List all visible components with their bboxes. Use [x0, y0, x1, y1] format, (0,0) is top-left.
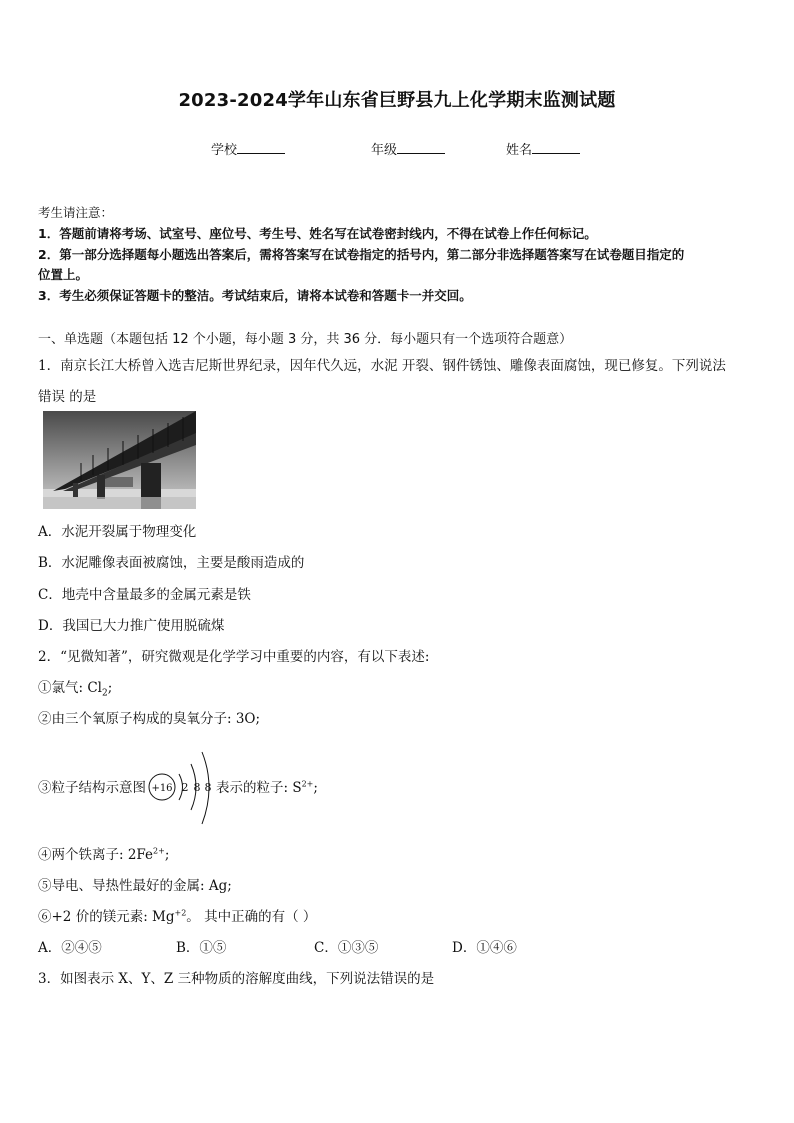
name-blank: [532, 141, 580, 154]
school-field: [211, 139, 285, 158]
q2-stem: 2．“见微知著”，研究微观是化学学习中重要的内容，有以下表述:: [38, 649, 430, 665]
section-heading: 一、单选题（本题包括 12 个小题，每小题 3 分，共 36 分．每小题只有一个选项符合题意）: [38, 332, 573, 347]
bridge-photo: [43, 411, 196, 509]
q2-statement-3-label: ③粒子结构示意图: [38, 780, 146, 796]
q2-option-a: A．②④⑤: [38, 940, 102, 956]
name-field: [506, 139, 580, 158]
q2-statement-6: ⑥+2 价的镁元素: $Mg^{+2}$。 其中正确的有（ ）: [38, 908, 317, 925]
q2-option-c: C．①③⑤: [314, 940, 379, 956]
grade-field: [371, 139, 445, 158]
grade-blank: [397, 141, 445, 154]
q1-stem-line2: 错误 的是: [38, 389, 97, 405]
school-label: 学校: [211, 143, 238, 158]
notice-item-1: 1．答题前请将考场、试室号、座位号、考生号、姓名写在试卷密封线内，不得在试卷上作任何标记。: [38, 226, 597, 241]
school-blank: [237, 141, 285, 154]
q2-statement-1: ①氯气: $Cl_2$;: [38, 680, 113, 699]
q3-stem: 3．如图表示 X、Y、Z 三种物质的溶解度曲线，下列说法错误的是: [38, 971, 435, 987]
notice-heading: 考生请注意：: [38, 205, 114, 220]
atom-nucleus-label: +16: [151, 783, 173, 794]
q2-statement-2: ②由三个氧原子构成的臭氧分子: 3O;: [38, 711, 261, 727]
notice-item-2: 2．第一部分选择题每小题选出答案后，需将答案写在试卷指定的括号内，第二部分非选择题答案写在试卷题目指定的: [38, 247, 685, 262]
q1-option-d: D．我国已大力推广使用脱硫煤: [38, 618, 225, 634]
grade-label: 年级: [371, 143, 398, 158]
q1-option-a: A．水泥开裂属于物理变化: [38, 524, 197, 540]
atom-shell-1: 2: [181, 781, 189, 794]
q1-stem-line1: 1．南京长江大桥曾入选吉尼斯世界纪录，因年代久远，水泥 开裂、钢件锈蚀、雕像表面腐蚀，现已修复。下列说法: [38, 358, 726, 374]
atom-shell-3: 8: [204, 781, 212, 794]
q2-statement-4: ④两个铁离子: $2Fe^{2+}$;: [38, 846, 170, 863]
name-label: 姓名: [506, 143, 533, 158]
atom-structure-diagram: [146, 744, 216, 830]
notice-item-2-cont: 位置上。: [38, 267, 89, 282]
q1-option-b: B．水泥雕像表面被腐蚀，主要是酸雨造成的: [38, 555, 305, 571]
q2-option-d: D．①④⑥: [452, 940, 517, 956]
q2-statement-3-text: 表示的粒子: $S^{2+}$;: [216, 779, 318, 796]
q2-option-b: B．①⑤: [176, 940, 227, 956]
page-title: 2023-2024学年山东省巨野县九上化学期末监测试题: [178, 90, 616, 111]
q1-option-c: C．地壳中含量最多的金属元素是铁: [38, 587, 251, 603]
q2-statement-5: ⑤导电、导热性最好的金属: Ag;: [38, 878, 232, 894]
atom-shell-2: 8: [193, 781, 201, 794]
notice-item-3: 3．考生必须保证答题卡的整洁。考试结束后，请将本试卷和答题卡一并交回。: [38, 288, 472, 303]
